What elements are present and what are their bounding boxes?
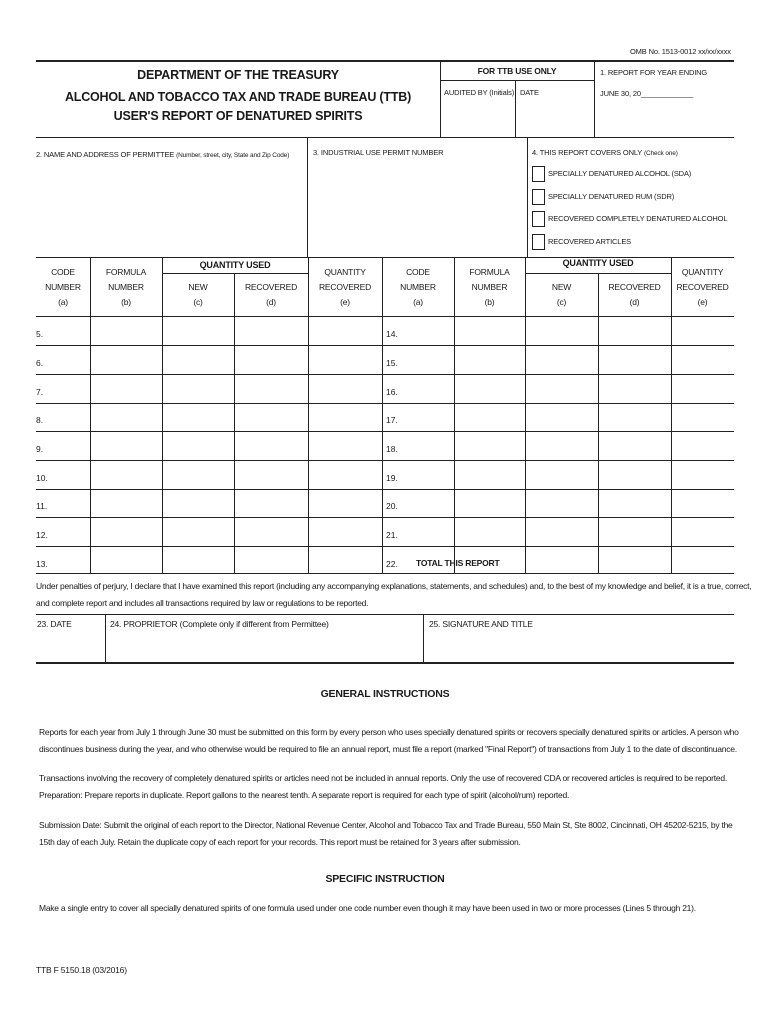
audited-by-field[interactable]: AUDITED BY (Initials) xyxy=(444,88,515,97)
signature-field[interactable]: 25. SIGNATURE AND TITLE xyxy=(429,619,533,629)
row-19: 19. xyxy=(386,473,398,483)
col-new-right: NEW (c) xyxy=(551,282,572,307)
row-12: 12. xyxy=(36,530,48,540)
row-20: 20. xyxy=(386,501,398,511)
col-recovered-left: RECOVERED (d) xyxy=(244,282,298,307)
general-para-3: Submission Date: Submit the original of each report to the Director, National Revenue Center, Alcohol and Tobacco Tax and Trade Bureau, 550 Main St, Ste 8002, Cincinnati, OH 45202-5215, by the 15th day of each July. Retain the duplicate copy of each report for your records. This report must be retained for 3 years after submission. xyxy=(39,820,733,847)
row-17: 17. xyxy=(386,415,398,425)
dept-title: DEPARTMENT OF THE TREASURY xyxy=(137,68,339,82)
row-21: 21. xyxy=(386,530,398,540)
articles-label: RECOVERED ARTICLES xyxy=(548,237,632,246)
row-22: 22. xyxy=(386,559,398,569)
col-code-left: CODE NUMBER (a) xyxy=(45,267,81,307)
name-address-field[interactable]: 2. NAME AND ADDRESS OF PERMITTEE (Number, street, city, State and Zip Code) xyxy=(36,150,290,159)
row-18: 18. xyxy=(386,444,398,454)
sdr-label: SPECIALLY DENATURED RUM (SDR) xyxy=(548,192,675,201)
articles-checkbox[interactable] xyxy=(532,234,545,250)
col-formula-right: FORMULA NUMBER (b) xyxy=(469,267,510,307)
penalty-statement: Under penalties of perjury, I declare that I have examined this report (including any accompanying explanations, statements, and schedules) and, to the best of my knowledge and belief, it is a true, correct, and complete report and includes all transactions required by law or regulations to be reported. xyxy=(36,581,752,608)
report-year-label: 1. REPORT FOR YEAR ENDING xyxy=(600,68,708,77)
row-15: 15. xyxy=(386,358,398,368)
omb-number: OMB No. 1513-0012 xx/xx/xxxx xyxy=(630,47,731,56)
cda-label: RECOVERED COMPLETELY DENATURED ALCOHOL xyxy=(548,214,728,223)
col-qty-recovered-right: QUANTITY RECOVERED (e) xyxy=(676,267,729,307)
specific-para: Make a single entry to cover all specially denatured spirits of one formula used under one code number even though it may have been used in two or more processes (Lines 5 through 21). xyxy=(39,903,696,913)
report-covers-label: 4. THIS REPORT COVERS ONLY (Check one) xyxy=(532,148,678,157)
col-code-right: CODE NUMBER (a) xyxy=(400,267,436,307)
general-para-2: Transactions involving the recovery of completely denatured spirits or articles need not be included in annual reports. Only the use of recovered CDA or recovered articles is required to be reported. Preparation: Prepare reports in duplicate. Report gallons to the nearest tenth. A separate report is required for each type of spirit (alcohol/rum) reported. xyxy=(39,773,727,800)
specific-heading: SPECIFIC INSTRUCTION xyxy=(325,873,445,885)
col-new-left: NEW (c) xyxy=(188,282,208,307)
row-16: 16. xyxy=(386,387,398,397)
col-qty-recovered-left: QUANTITY RECOVERED (e) xyxy=(318,267,372,307)
row-9: 9. xyxy=(36,444,44,454)
sda-label: SPECIALLY DENATURED ALCOHOL (SDA) xyxy=(548,169,692,178)
sdr-checkbox[interactable] xyxy=(532,189,545,205)
date-field[interactable]: 23. DATE xyxy=(37,619,72,629)
general-heading: GENERAL INSTRUCTIONS xyxy=(320,688,450,700)
qty-used-left: QUANTITY USED xyxy=(199,260,271,270)
permit-number-field[interactable]: 3. INDUSTRIAL USE PERMIT NUMBER xyxy=(313,148,444,157)
audit-date-field[interactable]: DATE xyxy=(520,88,539,97)
row-13: 13. xyxy=(36,559,48,569)
row-7: 7. xyxy=(36,387,44,397)
top-rule xyxy=(36,60,734,62)
proprietor-field[interactable]: 24. PROPRIETOR (Complete only if different from Permittee) xyxy=(110,619,329,629)
row-11: 11. xyxy=(36,501,48,511)
general-para-1: Reports for each year from July 1 through June 30 must be submitted on this form by every person who uses specially denatured spirits or recovers specially denatured spirits or articles. A person who discontinues business during the year, and who otherwise would be required to file an annual report, must file a report (marked "Final Report") of transactions from July 1 to the date of discontinuance. xyxy=(39,727,739,754)
row-14: 14. xyxy=(386,329,398,339)
report-year-field[interactable]: JUNE 30, 20_____________ xyxy=(600,89,694,98)
ttb-use-label: FOR TTB USE ONLY xyxy=(477,66,557,76)
col-formula-left: FORMULA NUMBER (b) xyxy=(105,267,147,307)
bureau-title: ALCOHOL AND TOBACCO TAX AND TRADE BUREAU (TTB) xyxy=(64,90,412,104)
qty-used-right: QUANTITY USED xyxy=(562,258,634,268)
cda-checkbox[interactable] xyxy=(532,211,545,227)
form-title: USER'S REPORT OF DENATURED SPIRITS xyxy=(113,109,363,123)
total-label: TOTAL THIS REPORT xyxy=(416,558,500,568)
col-recovered-right: RECOVERED (d) xyxy=(608,282,661,307)
row-8: 8. xyxy=(36,415,44,425)
row-10: 10. xyxy=(36,473,48,483)
form-number: TTB F 5150.18 (03/2016) xyxy=(36,965,127,975)
row-5: 5. xyxy=(36,329,44,339)
sda-checkbox[interactable] xyxy=(532,166,545,182)
row-6: 6. xyxy=(36,358,44,368)
